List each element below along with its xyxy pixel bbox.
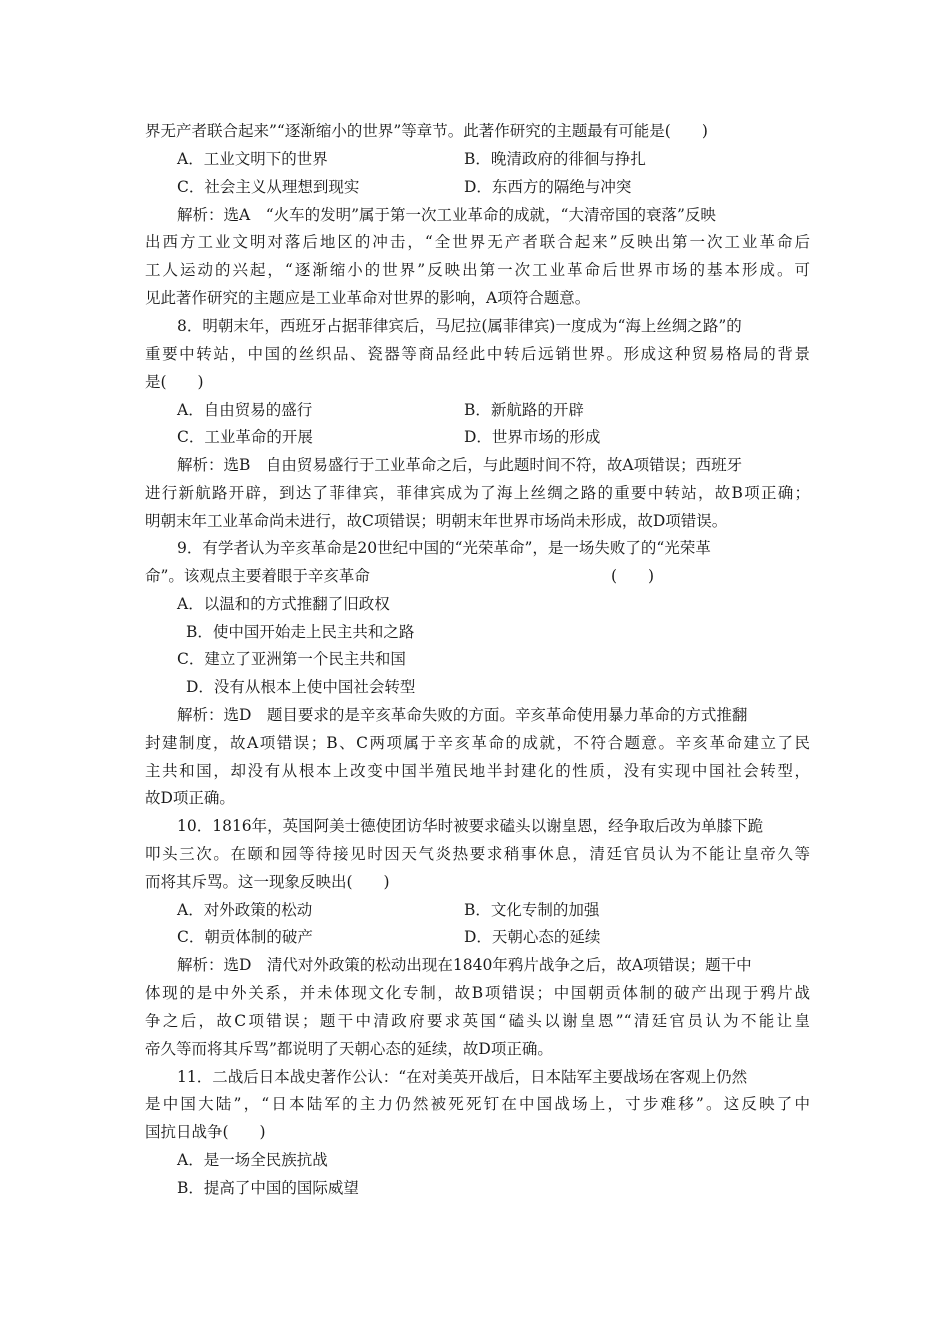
q7-explanation-line-1: 解析：选A “火车的发明”属于第一次工业革命的成就，“大清帝国的衰落”反映	[177, 206, 716, 224]
q8-option-d: D．世界市场的形成	[464, 428, 601, 446]
q8-stem-line-3: 是( )	[145, 373, 204, 391]
q9-option-b: B．使中国开始走上民主共和之路	[186, 623, 415, 641]
q9-option-d: D．没有从根本上使中国社会转型	[186, 678, 416, 696]
q11-stem-line-1: 11．二战后日本战史著作公认：“在对美英开战后，日本陆军主要战场在客观上仍然	[177, 1068, 748, 1086]
q7-option-b: B．晚清政府的徘徊与挣扎	[464, 150, 646, 168]
q8-stem-line-2: 重要中转站，中国的丝织品、瓷器等商品经此中转后远销世界。形成这种贸易格局的背景	[145, 345, 810, 363]
q7-explanation-line-4: 见此著作研究的主题应是工业革命对世界的影响，A项符合题意。	[145, 289, 591, 307]
q10-option-c: C．朝贡体制的破产	[177, 928, 313, 946]
q11-option-b: B．提高了中国的国际威望	[177, 1179, 359, 1197]
q7-option-a: A．工业文明下的世界	[177, 150, 328, 168]
q11-stem-line-3: 国抗日战争( )	[145, 1123, 266, 1141]
q10-stem-line-3: 而将其斥骂。这一现象反映出( )	[145, 873, 390, 891]
q10-explanation-line-4: 帝久等而将其斥骂”都说明了天朝心态的延续，故D项正确。	[145, 1040, 553, 1058]
q9-explanation-line-3: 主共和国，却没有从根本上改变中国半殖民地半封建化的性质，没有实现中国社会转型，	[145, 762, 810, 780]
q10-explanation-line-3: 争之后，故C项错误；题干中清政府要求英国“磕头以谢皇恩”“清廷官员认为不能让皇	[145, 1012, 810, 1030]
q10-stem-line-2: 叩头三次。在颐和园等待接见时因天气炎热要求稍事休息，清廷官员认为不能让皇帝久等	[145, 845, 810, 863]
q7-explanation-line-2: 出西方工业文明对落后地区的冲击，“全世界无产者联合起来”反映出第一次工业革命后	[145, 233, 810, 251]
q8-stem-line-1: 8．明朝末年，西班牙占据菲律宾后，马尼拉(属菲律宾)一度成为“海上丝绸之路”的	[177, 317, 742, 335]
q9-answer-blank: ( )	[611, 567, 655, 585]
q8-option-b: B．新航路的开辟	[464, 401, 584, 419]
q8-explanation-line-3: 明朝末年工业革命尚未进行，故C项错误；明朝末年世界市场尚未形成，故D项错误。	[145, 512, 728, 530]
q8-option-c: C．工业革命的开展	[177, 428, 313, 446]
q9-stem-line-1: 9．有学者认为辛亥革命是20世纪中国的“光荣革命”，是一场失败了的“光荣革	[177, 539, 711, 557]
q10-option-b: B．文化专制的加强	[464, 901, 600, 919]
q9-option-a: A．以温和的方式推翻了旧政权	[177, 595, 390, 613]
q11-option-a: A．是一场全民族抗战	[177, 1151, 328, 1169]
q9-option-c: C．建立了亚洲第一个民主共和国	[177, 650, 406, 668]
q8-explanation-line-1: 解析：选B 自由贸易盛行于工业革命之后，与此题时间不符，故A项错误；西班牙	[177, 456, 743, 474]
q9-explanation-line-1: 解析：选D 题目要求的是辛亥革命失败的方面。辛亥革命使用暴力革命的方式推翻	[177, 706, 748, 724]
q9-stem-line-2: 命”。该观点主要着眼于辛亥革命	[145, 567, 370, 585]
q9-explanation-line-2: 封建制度，故A项错误；B、C两项属于辛亥革命的成就，不符合题意。辛亥革命建立了民	[145, 734, 810, 752]
q7-option-d: D．东西方的隔绝与冲突	[464, 178, 632, 196]
q10-option-d: D．天朝心态的延续	[464, 928, 601, 946]
q8-option-a: A．自由贸易的盛行	[177, 401, 313, 419]
q9-explanation-line-4: 故D项正确。	[145, 789, 235, 807]
q8-explanation-line-2: 进行新航路开辟，到达了菲律宾，菲律宾成为了海上丝绸之路的重要中转站，故B项正确；	[145, 484, 810, 502]
q7-stem-line: 界无产者联合起来”“逐渐缩小的世界”等章节。此著作研究的主题最有可能是( )	[145, 122, 708, 140]
q10-explanation-line-1: 解析：选D 清代对外政策的松动出现在1840年鸦片战争之后，故A项错误；题干中	[177, 956, 752, 974]
q10-stem-line-1: 10．1816年，英国阿美士德使团访华时被要求磕头以谢皇恩，经争取后改为单膝下跪	[177, 817, 764, 835]
q7-option-c: C．社会主义从理想到现实	[177, 178, 360, 196]
q10-option-a: A．对外政策的松动	[177, 901, 313, 919]
q7-explanation-line-3: 工人运动的兴起，“逐渐缩小的世界”反映出第一次工业革命后世界市场的基本形成。可	[145, 261, 810, 279]
q10-explanation-line-2: 体现的是中外关系，并未体现文化专制，故B项错误；中国朝贡体制的破产出现于鸦片战	[145, 984, 810, 1002]
q11-stem-line-2: 是中国大陆”，“日本陆军的主力仍然被死死钉在中国战场上，寸步难移”。这反映了中	[145, 1095, 810, 1113]
